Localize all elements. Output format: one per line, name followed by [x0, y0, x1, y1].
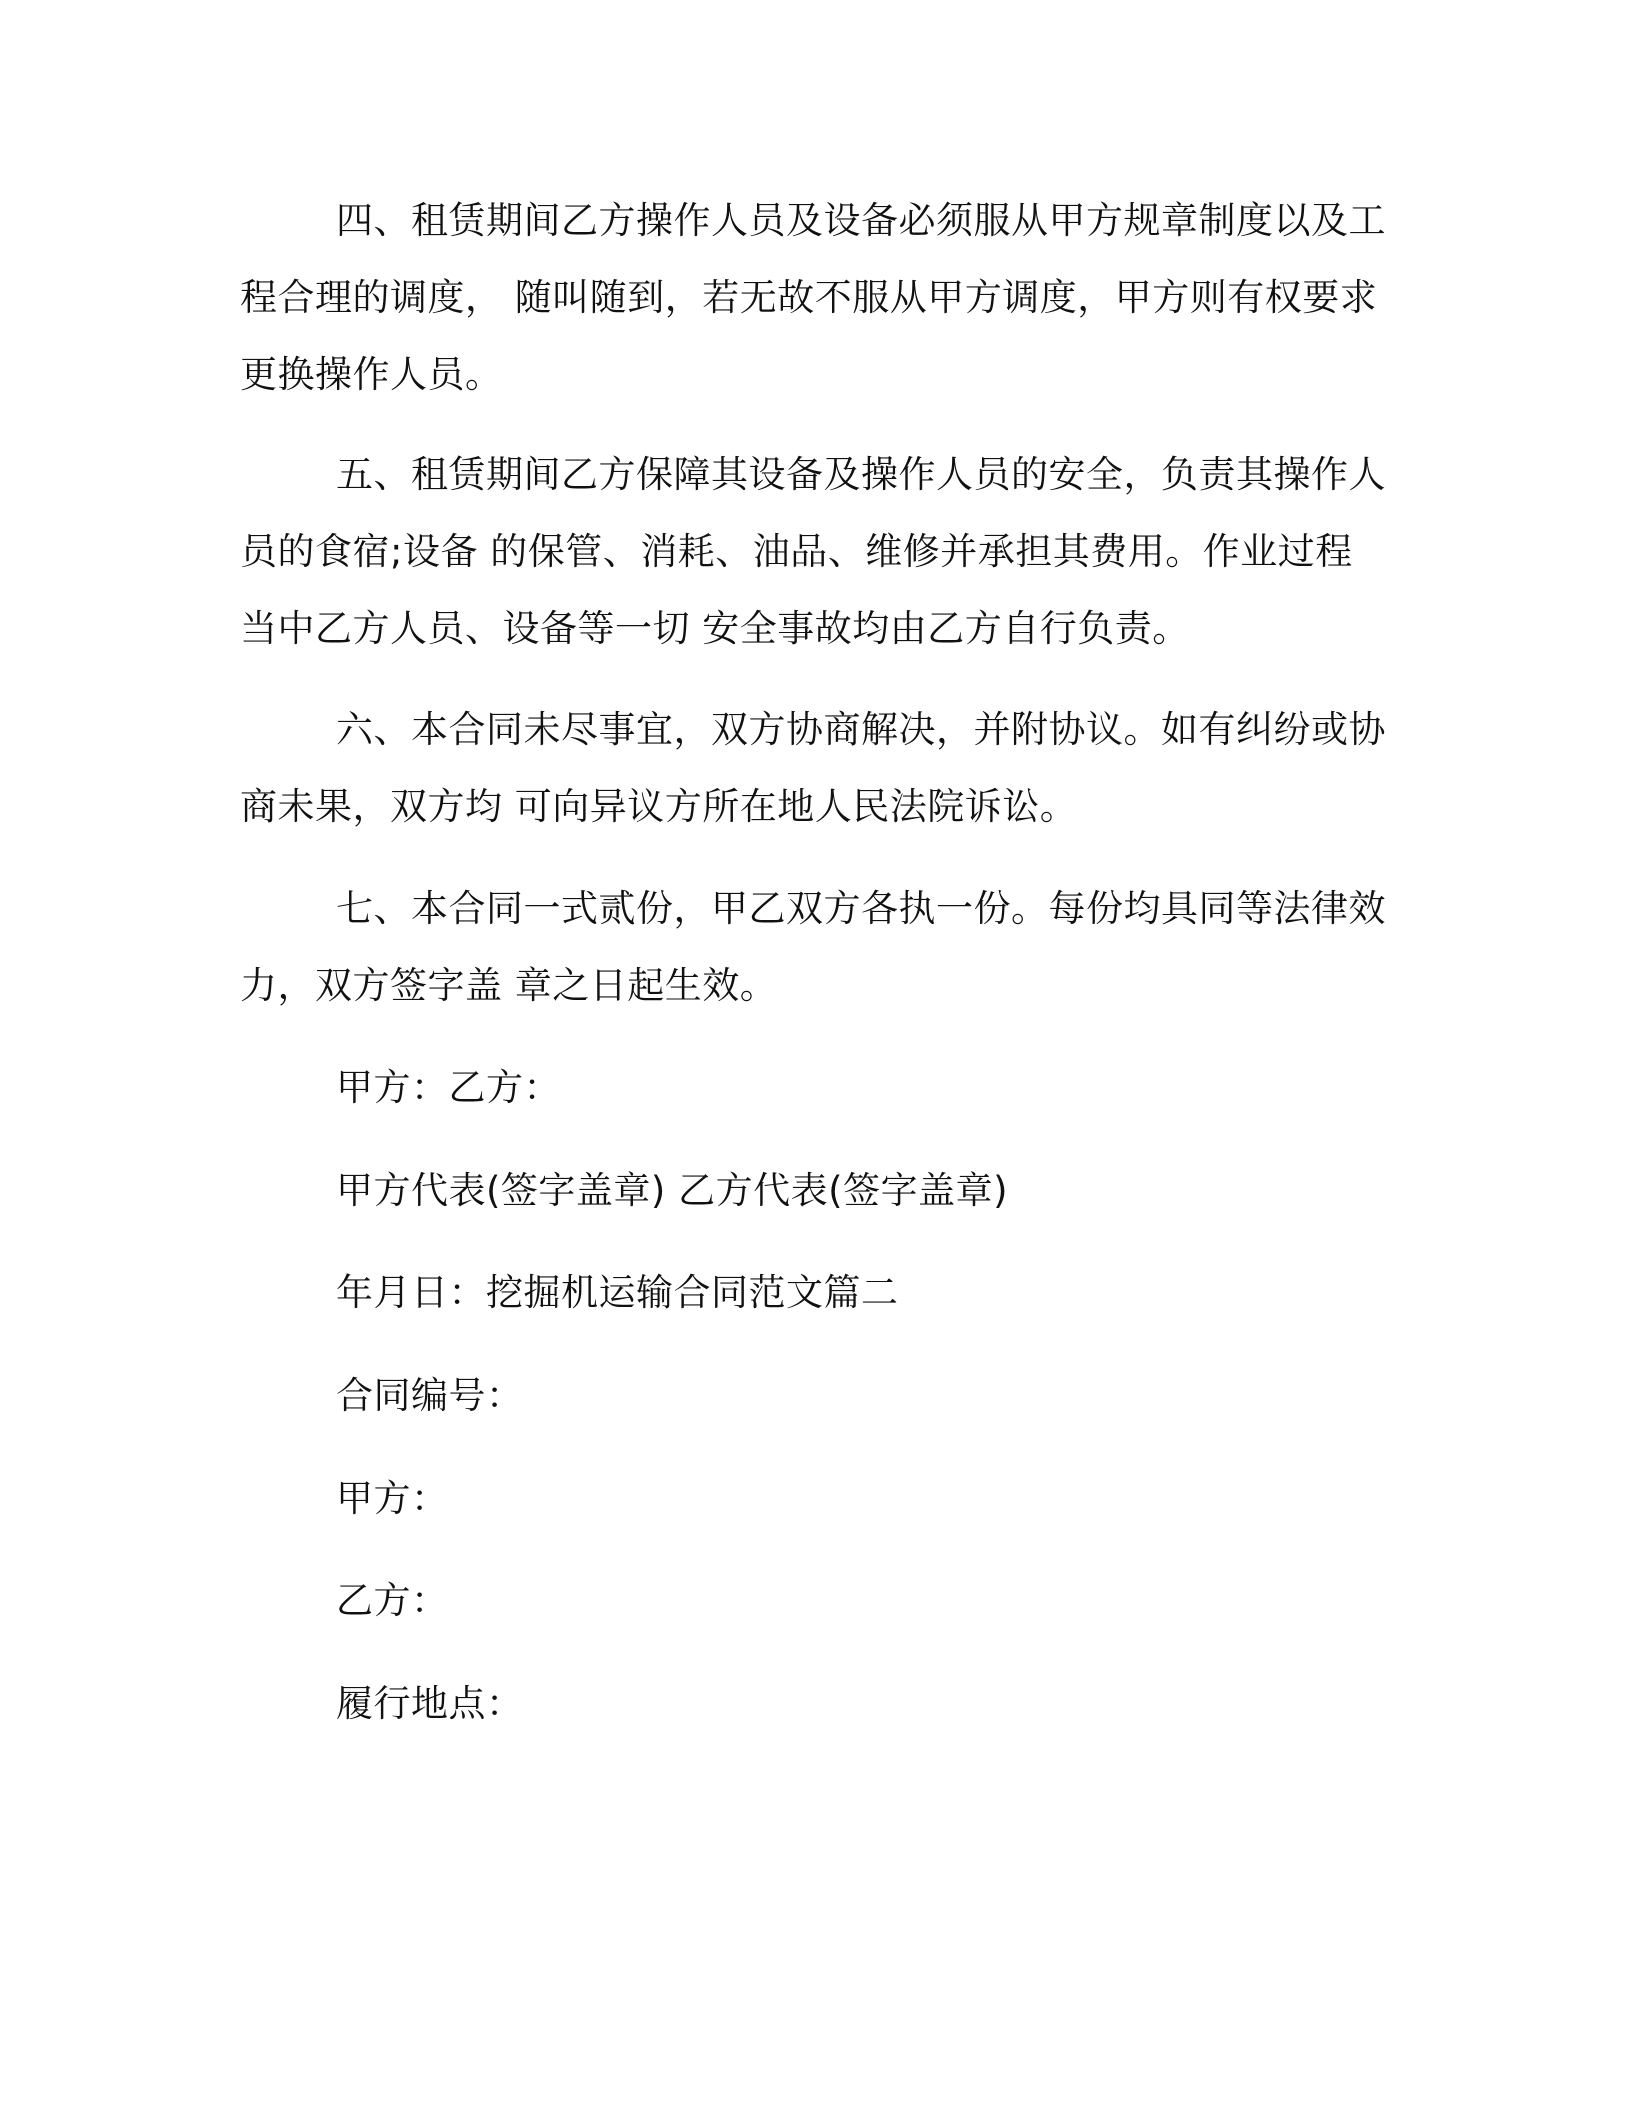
party-b-label: 乙方：: [336, 1579, 449, 1622]
clause-seven: 七、本合同一式贰份，甲乙双方各执一份。每份均具同等法律效力，双方签字盖 章之日起生效。: [240, 887, 1386, 1007]
party-a-label: 甲方：: [336, 1477, 449, 1520]
clause-six: 六、本合同未尽事宜，双方协商解决，并附协议。如有纠纷或协商未果，双方均 可向异议方所在地人民法院诉讼。: [240, 708, 1386, 828]
location-label: 履行地点：: [336, 1682, 524, 1725]
date-line: 年月日：挖掘机运输合同范文篇二: [336, 1271, 899, 1314]
contract-number-label: 合同编号：: [336, 1374, 524, 1417]
clause-four: 四、租赁期间乙方操作人员及设备必须服从甲方规章制度以及工程合理的调度， 随叫随到，若无故不服从甲方调度，甲方则有权要求更换操作人员。: [240, 199, 1386, 396]
party-line: 甲方：乙方：: [336, 1066, 561, 1109]
clause-five: 五、租赁期间乙方保障其设备及操作人员的安全，负责其操作人员的食宿;设备 的保管、消耗、油品、维修并承担其费用。作业过程当中乙方人员、设备等一切 安全事故均由乙方自行负责。: [240, 453, 1386, 650]
representative-line: 甲方代表(签字盖章) 乙方代表(签字盖章): [336, 1169, 1009, 1212]
